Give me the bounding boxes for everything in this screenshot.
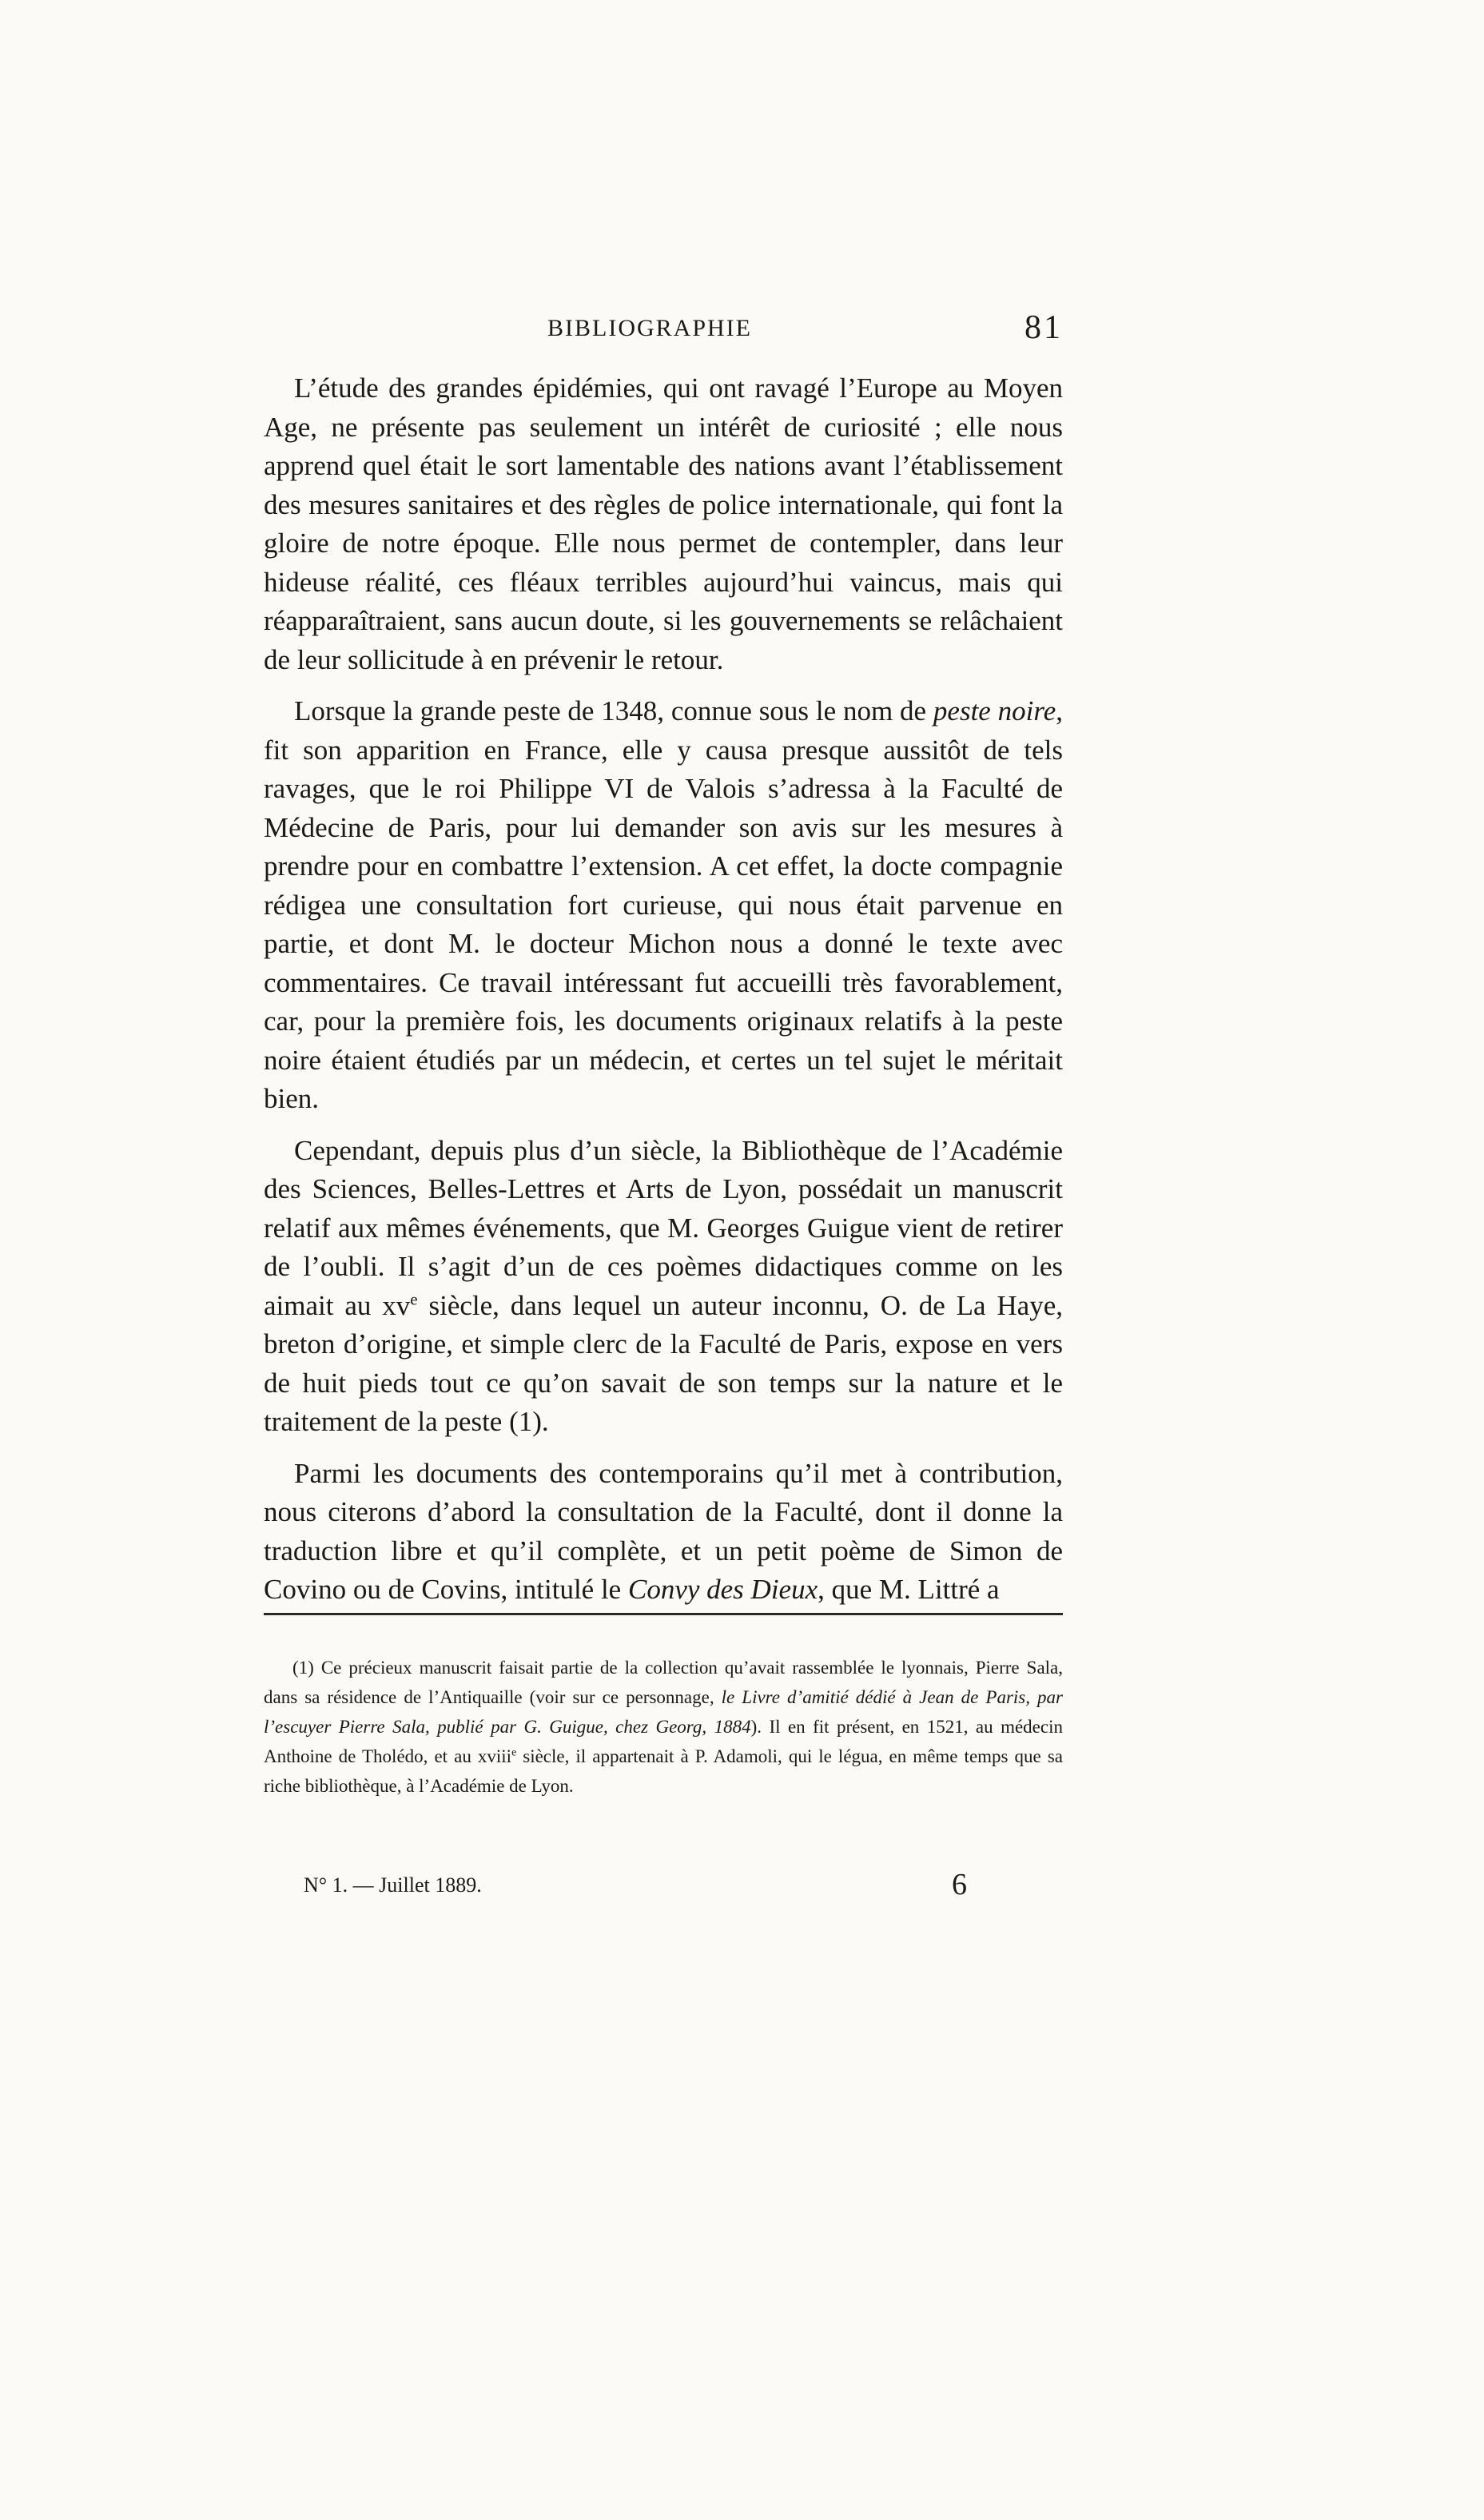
footnote (264, 1653, 1063, 1801)
footnote-divider (264, 1613, 1063, 1615)
paragraph-2-text-b: , fit son apparition en France, elle y causa presque aussitôt de tels ravages, que le roi Philippe VI de Valois s’adressa à la Faculté de Médecine de Paris, pour lui demander son avis sur les mesures à prendre pour en combattre l’extension. A cet effet, la docte compagnie rédigea une consultation fort curieuse, qui nous était parvenue en partie, et dont M. le docteur Michon nous a donné le texte avec commentaires. Ce travail intéressant fut accueilli très favorablement, car, pour la première fois, les documents originaux relatifs à la peste noire étaient étudiés par un médecin, et certes un tel sujet le méritait bien. (264, 695, 1064, 1114)
signature-line (304, 1870, 1023, 1902)
footnote-text-b: ). Il en fit présent, en 1521, au médecin Anthoine de Tholédo, et au xviii (264, 1717, 1063, 1766)
paragraph-3-superscript: e (410, 1288, 418, 1308)
footnote-text-a: (1) Ce précieux manuscrit faisait partie de la collection qu’avait rassemblée le lyonnais, Pierre Sala, dans sa résidence de l’Antiquaille (voir sur ce personnage, (264, 1658, 1063, 1707)
paragraph-2 (264, 692, 1063, 1119)
paragraph-4-text-a: Parmi les documents des contemporains qu’il met à contribution, nous citerons d’abord la consultation de la Faculté, dont il donne la traduction libre et qu’il complète, et un petit poème de Simon de Covino ou de Covins, intitulé le (264, 1457, 1063, 1605)
footnote-superscript: e (511, 1746, 517, 1758)
page-number: 81 (1024, 309, 1063, 346)
paragraph-2-italic: peste noire (933, 695, 1056, 727)
paragraph-4-text-b: , que M. Littré a (818, 1574, 1000, 1605)
paragraph-4 (264, 1455, 1063, 1610)
signature-mark: 6 (952, 1868, 967, 1901)
paragraph-3-text-a: Cependant, depuis plus d’un siècle, la Bibliothèque de l’Académie des Sciences, Belles-Lettres et Arts de Lyon, possédait un manuscrit relatif aux mêmes événements, que M. Georges Guigue vient de retirer de l’oubli. Il s’agit d’un de ces poèmes didactiques comme on les aimait au xv (264, 1134, 1063, 1321)
running-head (264, 309, 1063, 356)
paragraph-4-italic: Convy des Dieux (627, 1574, 818, 1605)
paragraph-3-text-b: siècle, dans lequel un auteur inconnu, O. de La Haye, breton d’origine, et simple clerc de la Faculté de Paris, expose en vers de huit pieds tout ce qu’on savait de son temps sur la nature et le traitement de la peste (1). (264, 1289, 1063, 1437)
paragraph-3 (264, 1132, 1063, 1442)
paragraph-1: L’étude des grandes épidémies, qui ont ravagé l’Europe au Moyen Age, ne présente pas seulement un intérêt de curiosité ; elle nous apprend quel était le sort lamentable des nations avant l’établissement des mesures sanitaires et des règles de police internationale, qui font la gloire de notre époque. Elle nous permet de contempler, dans leur hideuse réalité, ces fléaux terribles aujourd’hui vaincus, mais qui réapparaîtraient, sans aucun doute, si les gouvernements se relâchaient de leur sollicitude à en prévenir le retour. (264, 372, 1063, 675)
paragraph-2-text-a: Lorsque la grande peste de 1348, connue sous le nom de (294, 695, 933, 727)
issue-line: N° 1. — Juillet 1889. (304, 1873, 482, 1897)
footnote-text-c: siècle, il appartenait à P. Adamoli, qui le légua, en même temps que sa riche bibliothèque, à l’Académie de Lyon. (264, 1746, 1063, 1796)
running-title: BIBLIOGRAPHIE (547, 315, 752, 341)
body-text (264, 369, 1063, 1622)
footnote-italic: le Livre d’amitié dédié à Jean de Paris, par l’escuyer Pierre Sala, publié par G. Guigue, chez Georg, 1884 (264, 1687, 1063, 1737)
